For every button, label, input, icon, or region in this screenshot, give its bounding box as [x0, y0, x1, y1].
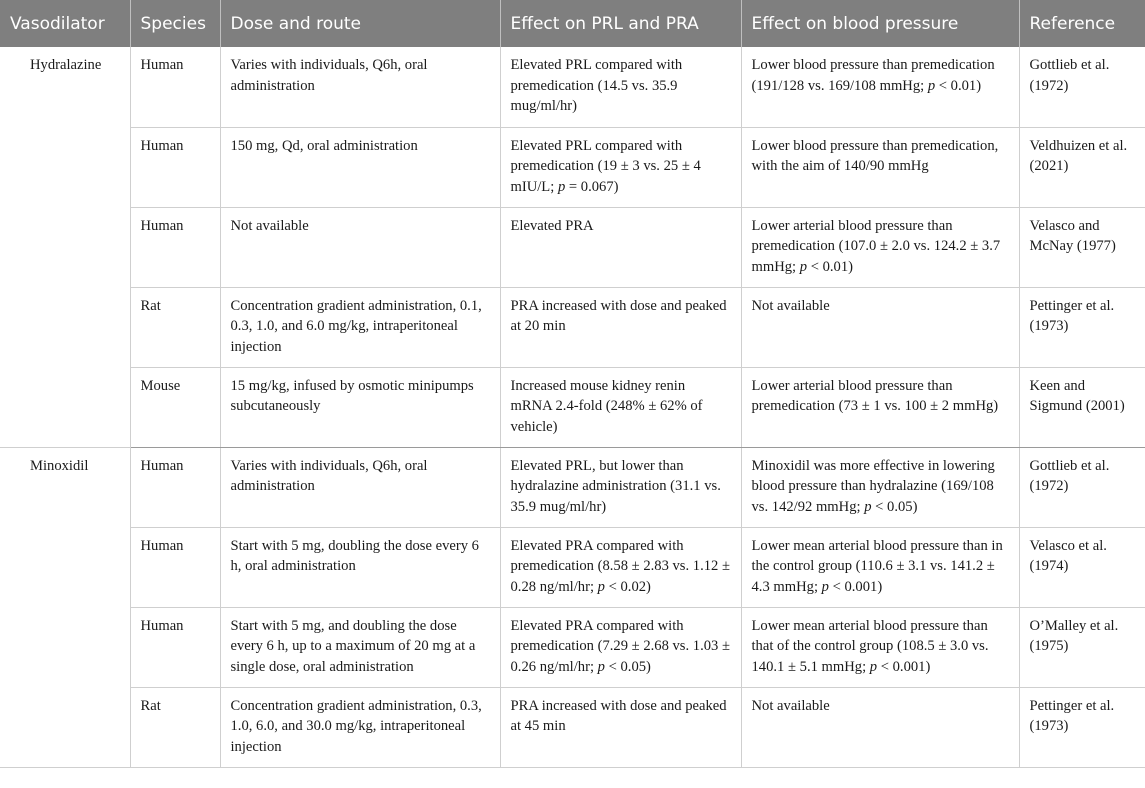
table-row — [0, 687, 1145, 767]
effect-cell: Elevated PRL compared with premedication (19 ± 3 vs. 25 ± 4 mIU/L; p = 0.067) — [500, 127, 741, 207]
reference-cell: Velasco and McNay (1977) — [1019, 207, 1145, 287]
table-row — [0, 47, 1145, 127]
dose-cell: 150 mg, Qd, oral administration — [220, 127, 500, 207]
bp-cell: Not available — [741, 687, 1019, 767]
species-cell: Human — [130, 207, 220, 287]
species-cell: Mouse — [130, 367, 220, 447]
table-row — [0, 207, 1145, 287]
bp-cell: Lower mean arterial blood pressure than in the control group (110.6 ± 3.1 vs. 141.2 ± 4.3 mmHg; p < 0.001) — [741, 527, 1019, 607]
dose-cell: Not available — [220, 207, 500, 287]
species-cell: Rat — [130, 287, 220, 367]
bp-cell: Minoxidil was more effective in lowering blood pressure than hydralazine (169/108 vs. 142/92 mmHg; p < 0.05) — [741, 447, 1019, 527]
dose-cell: 15 mg/kg, infused by osmotic minipumps subcutaneously — [220, 367, 500, 447]
header-effect-prl-pra: Effect on PRL and PRA — [500, 0, 741, 47]
species-cell: Human — [130, 127, 220, 207]
effect-cell: PRA increased with dose and peaked at 45 min — [500, 687, 741, 767]
vasodilator-cell: Hydralazine — [0, 47, 130, 447]
effect-cell: Elevated PRL compared with premedication (14.5 vs. 35.9 mug/ml/hr) — [500, 47, 741, 127]
header-species: Species — [130, 0, 220, 47]
reference-cell: Gottlieb et al. (1972) — [1019, 47, 1145, 127]
table-row — [0, 127, 1145, 207]
bp-cell: Not available — [741, 287, 1019, 367]
table-row — [0, 287, 1145, 367]
header-vasodilator: Vasodilator — [0, 0, 130, 47]
bp-cell: Lower blood pressure than premedication (191/128 vs. 169/108 mmHg; p < 0.01) — [741, 47, 1019, 127]
species-cell: Human — [130, 527, 220, 607]
species-cell: Human — [130, 47, 220, 127]
reference-cell: Veldhuizen et al. (2021) — [1019, 127, 1145, 207]
effect-cell: Elevated PRA compared with premedication (8.58 ± 2.83 vs. 1.12 ± 0.28 ng/ml/hr; p < 0.02) — [500, 527, 741, 607]
reference-cell: Keen and Sigmund (2001) — [1019, 367, 1145, 447]
reference-cell: Velasco et al. (1974) — [1019, 527, 1145, 607]
species-cell: Rat — [130, 687, 220, 767]
species-cell: Human — [130, 447, 220, 527]
dose-cell: Concentration gradient administration, 0.1, 0.3, 1.0, and 6.0 mg/kg, intraperitoneal injection — [220, 287, 500, 367]
effect-cell: PRA increased with dose and peaked at 20 min — [500, 287, 741, 367]
dose-cell: Concentration gradient administration, 0.3, 1.0, 6.0, and 30.0 mg/kg, intraperitoneal injection — [220, 687, 500, 767]
effect-cell: Elevated PRA — [500, 207, 741, 287]
header-reference: Reference — [1019, 0, 1145, 47]
bp-cell: Lower arterial blood pressure than premedication (107.0 ± 2.0 vs. 124.2 ± 3.7 mmHg; p < 0.01) — [741, 207, 1019, 287]
dose-cell: Varies with individuals, Q6h, oral administration — [220, 447, 500, 527]
dose-cell: Start with 5 mg, doubling the dose every 6 h, oral administration — [220, 527, 500, 607]
bp-cell: Lower arterial blood pressure than premedication (73 ± 1 vs. 100 ± 2 mmHg) — [741, 367, 1019, 447]
reference-cell: Pettinger et al. (1973) — [1019, 687, 1145, 767]
table-row — [0, 607, 1145, 687]
header-dose-route: Dose and route — [220, 0, 500, 47]
reference-cell: Pettinger et al. (1973) — [1019, 287, 1145, 367]
effect-cell: Elevated PRL, but lower than hydralazine administration (31.1 vs. 35.9 mug/ml/hr) — [500, 447, 741, 527]
dose-cell: Varies with individuals, Q6h, oral administration — [220, 47, 500, 127]
species-cell: Human — [130, 607, 220, 687]
vasodilator-cell: Minoxidil — [0, 447, 130, 767]
header-row — [0, 0, 1145, 47]
reference-cell: O’Malley et al. (1975) — [1019, 607, 1145, 687]
effect-cell: Increased mouse kidney renin mRNA 2.4-fold (248% ± 62% of vehicle) — [500, 367, 741, 447]
dose-cell: Start with 5 mg, and doubling the dose every 6 h, up to a maximum of 20 mg at a single dose, oral administration — [220, 607, 500, 687]
table-row — [0, 527, 1145, 607]
bp-cell: Lower mean arterial blood pressure than that of the control group (108.5 ± 3.0 vs. 140.1 ± 5.1 mmHg; p < 0.001) — [741, 607, 1019, 687]
table-row — [0, 447, 1145, 527]
bp-cell: Lower blood pressure than premedication, with the aim of 140/90 mmHg — [741, 127, 1019, 207]
reference-cell: Gottlieb et al. (1972) — [1019, 447, 1145, 527]
table-row — [0, 367, 1145, 447]
header-effect-bp: Effect on blood pressure — [741, 0, 1019, 47]
effect-cell: Elevated PRA compared with premedication (7.29 ± 2.68 vs. 1.03 ± 0.26 ng/ml/hr; p < 0.05) — [500, 607, 741, 687]
